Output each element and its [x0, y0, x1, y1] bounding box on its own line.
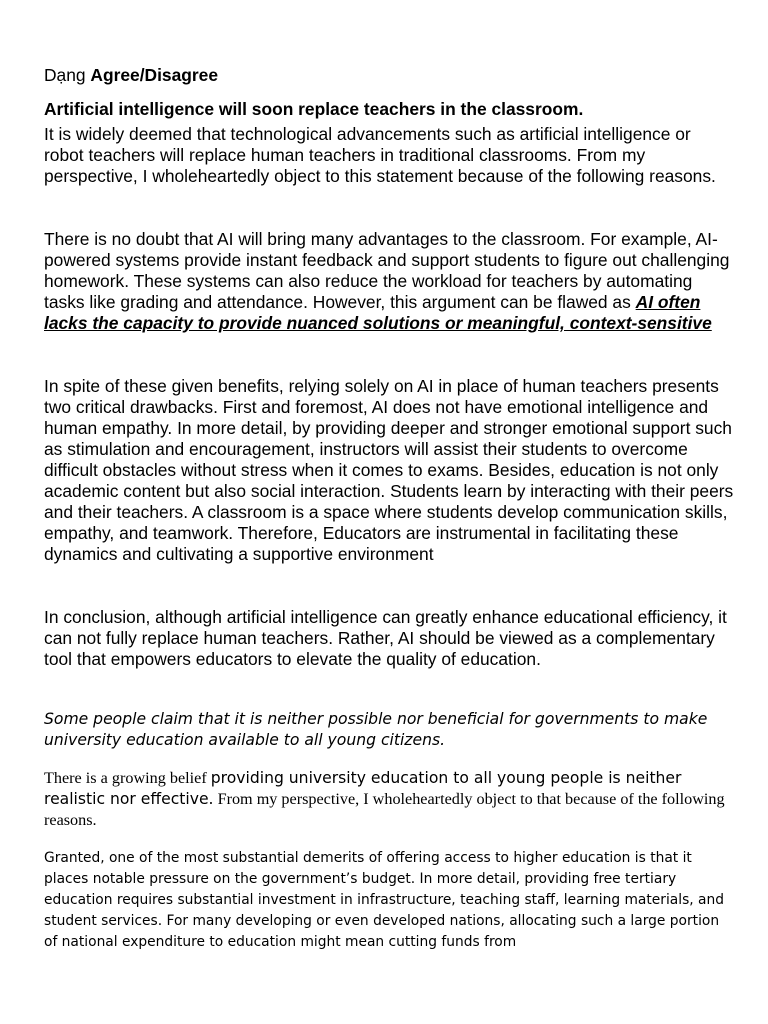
essay2-prompt: Some people claim that it is neither possible nor beneficial for governments to make university education available to all young citizens.	[44, 710, 708, 749]
essay1-body2: In spite of these given benefits, relying solely on AI in place of human teachers presents two critical drawbacks. First and foremost, AI does not have emotional intelligence and human empathy. In more detail, by providing deeper and stronger emotional support such as stimulation and encouragement, instructors will assist their students to overcome difficult obstacles without stress when it comes to exams. Besides, education is not only academic content but also social interaction. Students learn by interacting with their peers and their teachers. A classroom is a space where students develop communication skills, empathy, and teamwork. Therefore, Educators are instrumental in facilitating these dynamics and cultivating a supportive environment	[44, 376, 734, 564]
essay1-intro: It is widely deemed that technological advancements such as artificial intelligence or robot teachers will replace human teachers in traditional classrooms. From my perspective, I wholeheartedly object to this statement because of the following reasons.	[44, 124, 716, 186]
document-heading	[44, 65, 734, 86]
essay1-conclusion: In conclusion, although artificial intelligence can greatly enhance educational efficiency, it can not fully replace human teachers. Rather, AI should be viewed as a complementary tool that empowers educators to elevate the quality of education.	[44, 607, 727, 669]
essay2-intro-part3: From my perspective, I wholeheartedly object to that because of the following reasons.	[44, 790, 725, 829]
essay2-intro-part1: There is a growing belief	[44, 769, 211, 787]
essay2-intro-part2: providing university education to all young people is neither realistic nor effective.	[44, 769, 682, 808]
essay1-title: Artificial intelligence will soon replace teachers in the classroom.	[44, 99, 584, 119]
essay1-body1-emphasis: AI often lacks the capacity to provide nuanced solutions or meaningful, context-sensitive	[44, 292, 712, 333]
essay1-body1-text: There is no doubt that AI will bring many advantages to the classroom. For example, AI-powered systems provide instant feedback and support students to figure out challenging homework. These systems can also reduce the workload for teachers by automating tasks like grading and attendance. However, this argument can be flawed as	[44, 229, 730, 312]
essay1-body1	[44, 229, 734, 334]
heading-type: Agree/Disagree	[90, 65, 218, 85]
essay2-intro	[44, 768, 744, 831]
heading-prefix: Dạng	[44, 65, 91, 85]
essay2-body1: Granted, one of the most substantial demerits of offering access to higher education is that it places notable pressure on the government’s budget. In more detail, providing free tertiary education requires substantial investment in infrastructure, teaching staff, learning materials, and student services. For many developing or even developed nations, allocating such a large portion of national expenditure to education might mean cutting funds from	[44, 850, 724, 950]
